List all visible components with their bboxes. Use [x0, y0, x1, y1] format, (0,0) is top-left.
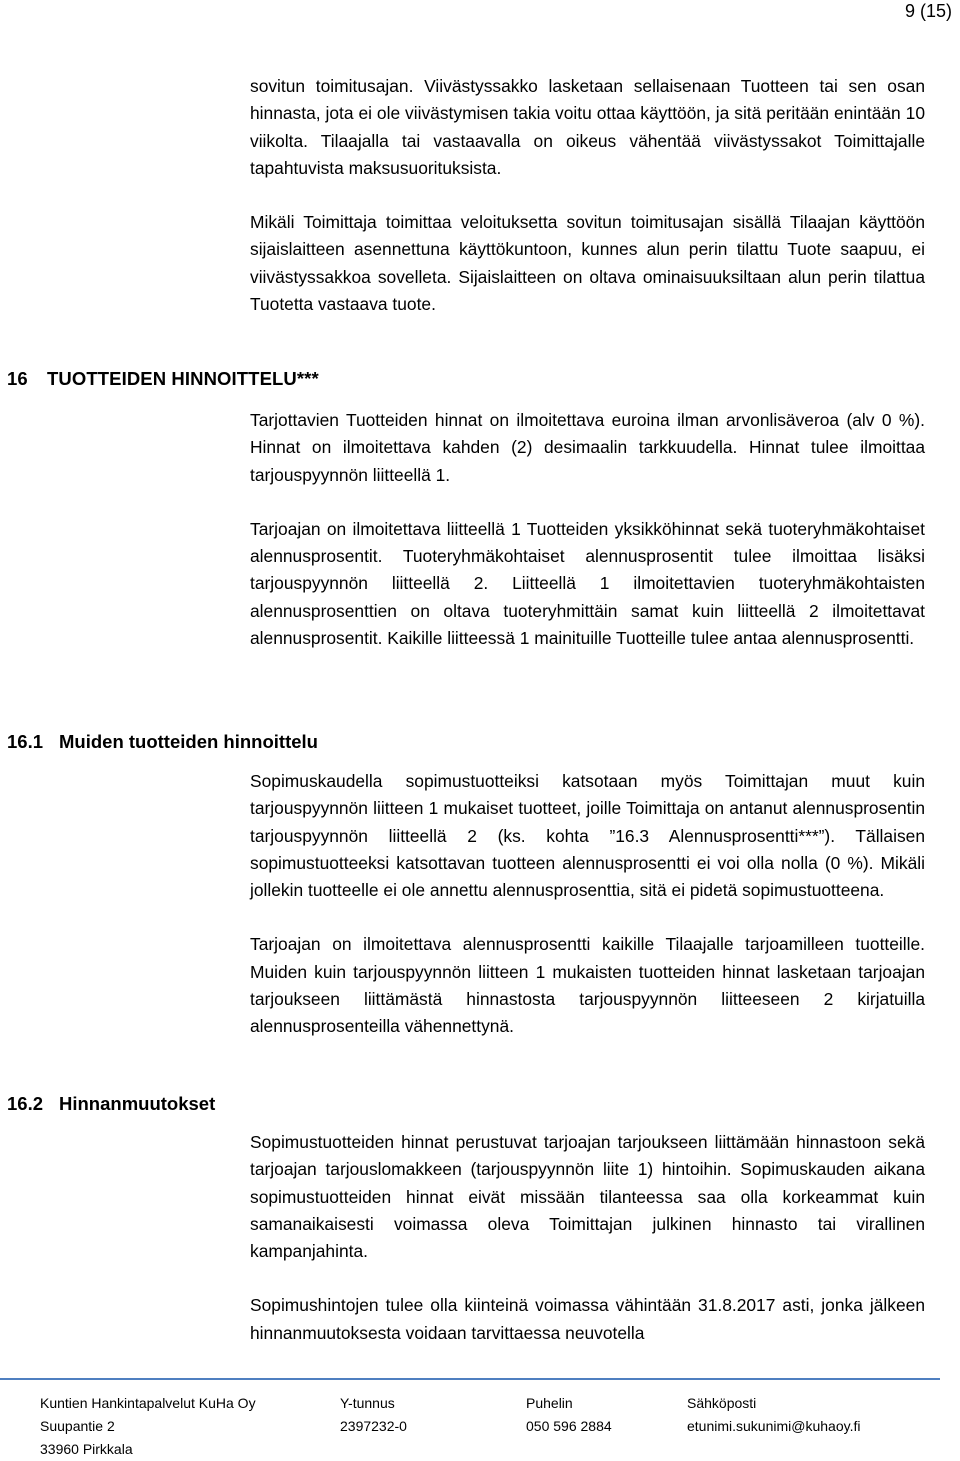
footer-email-column [687, 1392, 860, 1438]
section-16-2-title: Hinnanmuutokset [59, 1093, 216, 1114]
footer-street: Suupantie 2 [40, 1418, 115, 1434]
section-16-2-paragraph-1: Sopimustuotteiden hinnat perustuvat tarjoajan tarjoukseen liittämään hinnastoon sekä tarjoajan tarjouslomakkeen (tarjouspyynnön liite 1) hintoihin. Sopimuskauden aikana sopimustuotteiden hinnat eivät missään tilanteessa saa olla korkeammat kuin samanaikaisesti voimassa oleva Toimittajan julkinen hinnasto tai virallinen kampanjahinta. [250, 1132, 925, 1262]
intro-text [250, 73, 925, 318]
page-number: 9 (15) [904, 1, 952, 21]
intro-paragraph-1: sovitun toimitusajan. Viivästyssakko lasketaan sellaisenaan Tuotteen tai sen osan hinnasta, jota ei ole viivästymisen takia voitu ottaa käyttöön, ja sitä peritään enintään 10 viikolta. Tilaajalla tai vastaavalla on oikeus vähentää viivästyssakot Toimittajalle tapahtuvista maksusuorituksista. [250, 76, 925, 178]
footer-ytunnus-value: 2397232-0 [340, 1418, 407, 1434]
section-16-1-number: 16.1 [7, 731, 44, 752]
section-16-1-paragraph-1: Sopimuskaudella sopimustuotteiksi katsotaan myös Toimittajan muut kuin tarjouspyynnön liitteen 1 mukaiset tuotteet, joille Toimittaja on antanut alennusprosentin tarjouspyynnön liitteellä 2 (ks. kohta ”16.3 Alennusprosentti***”). Tällaisen sopimustuotteeksi katsottavan tuotteen alennusprosentti ei voi olla nolla (0 %). Mikäli jollekin tuotteelle ei ole annettu alennusprosenttia, sitä ei pidetä sopimustuotteena. [250, 771, 925, 901]
footer-email-value[interactable]: etunimi.sukunimi@kuhaoy.fi [687, 1418, 861, 1434]
footer-company-column [40, 1392, 256, 1461]
section-16-title: TUOTTEIDEN HINNOITTELU*** [47, 368, 319, 389]
footer-ytunnus-column [340, 1392, 407, 1438]
section-16-2-body [250, 1129, 925, 1347]
section-16-paragraph-1: Tarjottavien Tuotteiden hinnat on ilmoitettava euroina ilman arvonlisäveroa (alv 0 %). Hinnat on ilmoitettava kahden (2) desimaalin tarkkuudella. Hinnat tulee ilmoittaa tarjouspyynnön liitteellä 1. [250, 410, 925, 485]
section-16-body [250, 407, 925, 652]
footer-phone-column [526, 1392, 612, 1438]
section-16-2-heading [7, 1093, 215, 1115]
section-16-1-paragraph-2: Tarjoajan on ilmoitettava alennusprosentti kaikille Tilaajalle tarjoamilleen tuotteille. Muiden kuin tarjouspyynnön liitteen 1 mukaisten tuotteiden hinnat lasketaan tarjoajan tarjoukseen liittämästä hinnastosta tarjouspyynnön liitteeseen 2 kirjatuilla alennusprosenteilla vähennettynä. [250, 934, 925, 1037]
footer-email-label: Sähköposti [687, 1395, 757, 1411]
section-16-number: 16 [7, 368, 28, 389]
footer-phone-label: Puhelin [526, 1395, 573, 1411]
section-16-1-body [250, 768, 925, 1041]
footer-city: 33960 Pirkkala [40, 1441, 133, 1457]
footer-company-name: Kuntien Hankintapalvelut KuHa Oy [40, 1395, 256, 1411]
footer-divider [0, 1378, 940, 1380]
intro-paragraph-2: Mikäli Toimittaja toimittaa veloituksetta sovitun toimitusajan sisällä Tilaajan käyttöön sijaislaitteen asennettuna käyttökuntoon, kunnes alun perin tilattu Tuote saapuu, ei viivästyssakkoa sovelleta. Sijaislaitteen on oltava ominaisuuksiltaan alun perin tilattua Tuotetta vastaava tuote. [250, 212, 925, 315]
section-16-2-paragraph-2: Sopimushintojen tulee olla kiinteinä voimassa vähintään 31.8.2017 asti, jonka jälkeen hinnanmuutoksesta voidaan tarvittaessa neuvotella [250, 1295, 925, 1343]
footer-phone-value: 050 596 2884 [526, 1418, 612, 1434]
section-16-2-number: 16.2 [7, 1093, 44, 1114]
section-16-heading [7, 368, 319, 390]
footer-ytunnus-label: Y-tunnus [340, 1395, 395, 1411]
section-16-paragraph-2: Tarjoajan on ilmoitettava liitteellä 1 Tuotteiden yksikköhinnat sekä tuoteryhmäkohtaiset alennusprosentit. Tuoteryhmäkohtaiset alennusprosentit tulee ilmoittaa lisäksi tarjouspyynnön liitteellä 2. Liitteellä 1 ilmoitettavien tuoteryhmäkohtaisten alennusprosenttien on oltava tuoteryhmittäin samat kuin liitteellä 2 ilmoitettavat alennusprosentit. Kaikille liitteessä 1 mainituille Tuotteille tulee antaa alennusprosentti. [250, 518, 925, 649]
section-16-1-heading [7, 731, 318, 753]
section-16-1-title: Muiden tuotteiden hinnoittelu [59, 731, 318, 752]
